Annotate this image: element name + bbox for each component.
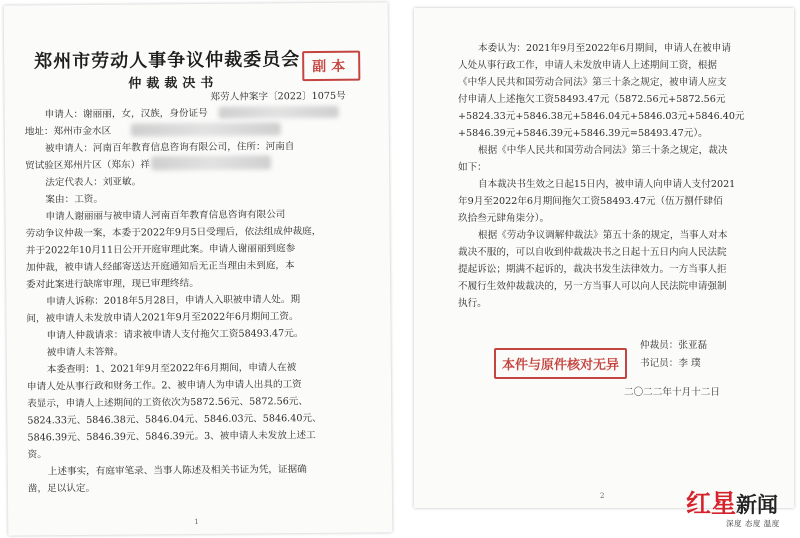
watermark-tagline: 深度 态度 温度: [726, 519, 780, 528]
document-subtitle: 仲裁裁决书: [128, 75, 219, 92]
text-line: 玖拾叁元肆角柒分）。: [458, 213, 550, 224]
text-line: 劳动争议仲裁一案，本委于2022年9月5日受理后，依法组成仲裁庭，: [25, 225, 322, 240]
text-line: 间，被申请人未发放申请人2021年9月至2022年6月期间工资。: [26, 311, 299, 325]
text-line: 本委认为：2021年9月至2022年6月期间，申请人在被申请: [478, 43, 731, 54]
watermark-brand-dark: 新闻: [736, 493, 779, 517]
text-line: 申请人谢丽丽与被申请人河南百年教育信息咨询有限公司: [45, 209, 286, 223]
text-line: 凿，足以认定。: [27, 482, 96, 495]
text-line: 根据《劳动争议调解仲裁法》第五十条的规定，当事人对本: [478, 230, 728, 241]
text-line: 申请人处从事行政和财务工作。2、被申请人为申请人出具的工资: [26, 379, 302, 393]
committee-title: 郑州市劳动人事争议仲裁委员会: [34, 49, 301, 73]
copy-stamp: 副本: [302, 51, 360, 82]
page-number: 2: [600, 492, 605, 500]
case-number: 郑劳人仲案字〔2022〕1075号: [210, 90, 346, 103]
text-line: 委对此案进行缺席审理，现已审理终结。: [26, 277, 199, 291]
text-line: 本委查明：1、2021年9月至2022年6月期间，申请人在被: [46, 362, 297, 376]
redaction-blur: [151, 155, 271, 170]
text-line: 表显示，申请人上述期间的工资依次为5872.56元、5872.56元、: [27, 396, 309, 410]
text-line: 上述事实，有庭审笔录、当事人陈述及相关书证为凭，证据确: [47, 464, 307, 478]
clerk-signature: 书记员：李 璞: [640, 358, 701, 369]
text-line: 案由：工资。: [45, 193, 103, 206]
text-line: 资。: [27, 449, 47, 461]
text-line: 人处从事行政工作，申请人未发放申请人上述期间工资，根据: [458, 60, 718, 71]
verification-stamp: 本件与原件核对无异: [494, 348, 627, 379]
text-line: 贸试验区郑州片区（郑东）祥: [25, 159, 150, 172]
text-line: 根据《中华人民共和国劳动合同法》第三十条之规定，裁决: [478, 145, 728, 156]
decision-date: 二〇二二年十月十二日: [624, 387, 720, 398]
document-page-1: [4, 2, 393, 535]
text-line: 加仲裁，被申请人经邮寄送达开庭通知后无正当理由未到庭，本: [25, 260, 295, 274]
text-line: 5824.33元、5846.38元、5846.04元、5846.03元、5846.40元、: [27, 412, 322, 427]
text-line: 被申请人：河南百年教育信息咨询有限公司，住所：河南自: [44, 141, 295, 155]
text-line: 付申请人上述拖欠工资58493.47元（5872.56元+5872.56元: [458, 94, 726, 105]
text-line: 如下：: [458, 162, 487, 173]
page-number: 1: [194, 518, 199, 527]
text-line: 申请人仲裁请求：请求被申请人支付拖欠工资58493.47元。: [46, 328, 304, 342]
redaction-blur: [131, 122, 281, 136]
text-line: 地址：郑州市金水区: [24, 125, 112, 138]
text-line: 并于2022年10月11日公开开庭审理此案。申请人谢丽丽到庭参: [25, 243, 296, 257]
watermark-brand-red: 红星: [686, 489, 737, 518]
text-line: 自本裁决书生效之日起15日内，被申请人向申请人支付2021: [478, 179, 736, 190]
text-line: 被申请人未答辩。: [46, 346, 124, 359]
text-line: 执行。: [458, 298, 487, 309]
text-line: 申请人诉称：2018年5月28日，申请人入职被申请人处。期: [46, 294, 301, 308]
news-watermark-logo: [686, 484, 778, 520]
text-line: 裁决不服的，可以自收到仲裁裁决书之日起十五日内向人民法院: [458, 247, 727, 258]
text-line: 不履行生效仲裁裁决的，另一方当事人可以向人民法院申请强制: [458, 281, 727, 292]
text-line: +5824.33元+5846.38元+5846.04元+5846.03元+5846.40元: [458, 111, 745, 122]
arbitrator-signature: 仲裁员：张亚磊: [640, 340, 708, 351]
redaction-blur: [219, 106, 339, 119]
text-line: 申请人：谢丽丽，女，汉族，身份证号: [44, 107, 208, 121]
text-line: 法定代表人：刘亚敏。: [45, 176, 142, 189]
document-page-2: [414, 8, 794, 508]
text-line: 5846.39元、5846.39元、5846.39元。3、被申请人未发放上述工: [27, 429, 316, 444]
text-line: 年9月至2022年6月期间拖欠工资58493.47元（伍万捌仟肆佰: [458, 196, 723, 207]
text-line: 提起诉讼；期满不起诉的，裁决书发生法律效力。一方当事人拒: [458, 264, 727, 275]
text-line: 《中华人民共和国劳动合同法》第三十条之规定，被申请人应支: [458, 77, 727, 88]
text-line: +5846.39元+5846.39元+5846.39元=58493.47元）。: [458, 128, 708, 139]
